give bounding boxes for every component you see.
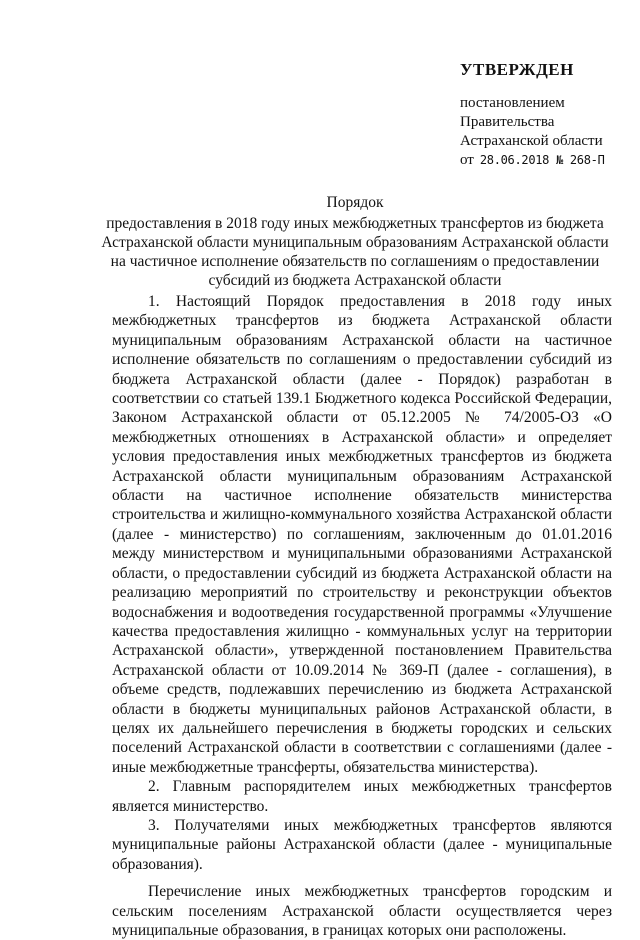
paragraph-4: Перечисление иных межбюджетных трансфертов городским и сельским поселениям Астраханской области осуществляется через муниципальные образования, в границах которых они расположены. [112,883,612,939]
approval-date-row [460,151,635,170]
paragraph-3: 3. Получателями иных межбюджетных трансфертов являются муниципальные районы Астраханской области (далее - муниципальные образования). [112,816,612,873]
approval-date-handwritten: 28.06.2018 № 268-П [479,153,605,167]
document-subtitle-line-4: субсидий из бюджета Астраханской области [208,272,502,289]
approval-line-resolution: постановлением [460,95,565,111]
approval-heading: УТВЕРЖДЕН [460,60,574,79]
document-subtitle-line-3: на частичное исполнение обязательств по соглашениям о предоставлении [110,253,600,270]
document-title: Порядок [326,194,384,211]
paragraph-1: 1. Настоящий Порядок предоставления в 2018 году иных межбюджетных трансфертов из бюджета Астраханской области муниципальным образованиям Астраханской области на частичное исполнение обязательств по соглашениям о предоставлении субсидий из бюджета Астраханской области (далее - Порядок) разработан в соответствии со статьей 139.1 Бюджетного кодекса Российской Федерации, Законом Астраханской области от 05.12.2005 № 74/2005-ОЗ «О межбюджетных отношениях в Астраханской области» и определяет условия предоставления иных межбюджетных трансфертов из бюджета Астраханской области муниципальным образованиям Астраханской области на частичное исполнение обязательств министерства строительства и жилищно-коммунального хозяйства Астраханской области (далее - министерство) по соглашениям, заключенным до 01.01.2016 между министерством и муниципальными образованиями Астраханской области, о предоставлении субсидий из бюджета Астраханской области на реализацию мероприятий по строительству и реконструкции объектов водоснабжения и водоотведения государственной программы «Улучшение качества предоставления жилищно - коммунальных услуг на территории Астраханской области», утвержденной постановлением Правительства Астраханской области от 10.09.2014 № 369-П (далее - соглашения), в объеме средств, подлежавших перечислению из бюджета Астраханской области в бюджеты муниципальных районов Астраханской области, в целях их дальнейшего перечисления в бюджеты городских и сельских поселений Астраханской области в соответствии с соглашениями (далее - иные межбюджетные трансферты, обязательства министерства). [112,293,612,776]
document-title-block [100,193,610,290]
paragraph-2: 2. Главным распорядителем иных межбюджетных трансфертов является министерство. [112,778,612,815]
document-subtitle-line-1: предоставления в 2018 году иных межбюджетных трансфертов из бюджета [106,215,604,232]
approval-line-government: Правительства [460,114,555,130]
document-subtitle-line-2: Астраханской области муниципальным образованиям Астраханской области [101,234,609,251]
approval-line-region: Астраханской области [460,133,603,149]
approval-date-prefix: от [460,152,474,168]
document-body [112,292,612,940]
approval-stamp-block [460,60,635,170]
